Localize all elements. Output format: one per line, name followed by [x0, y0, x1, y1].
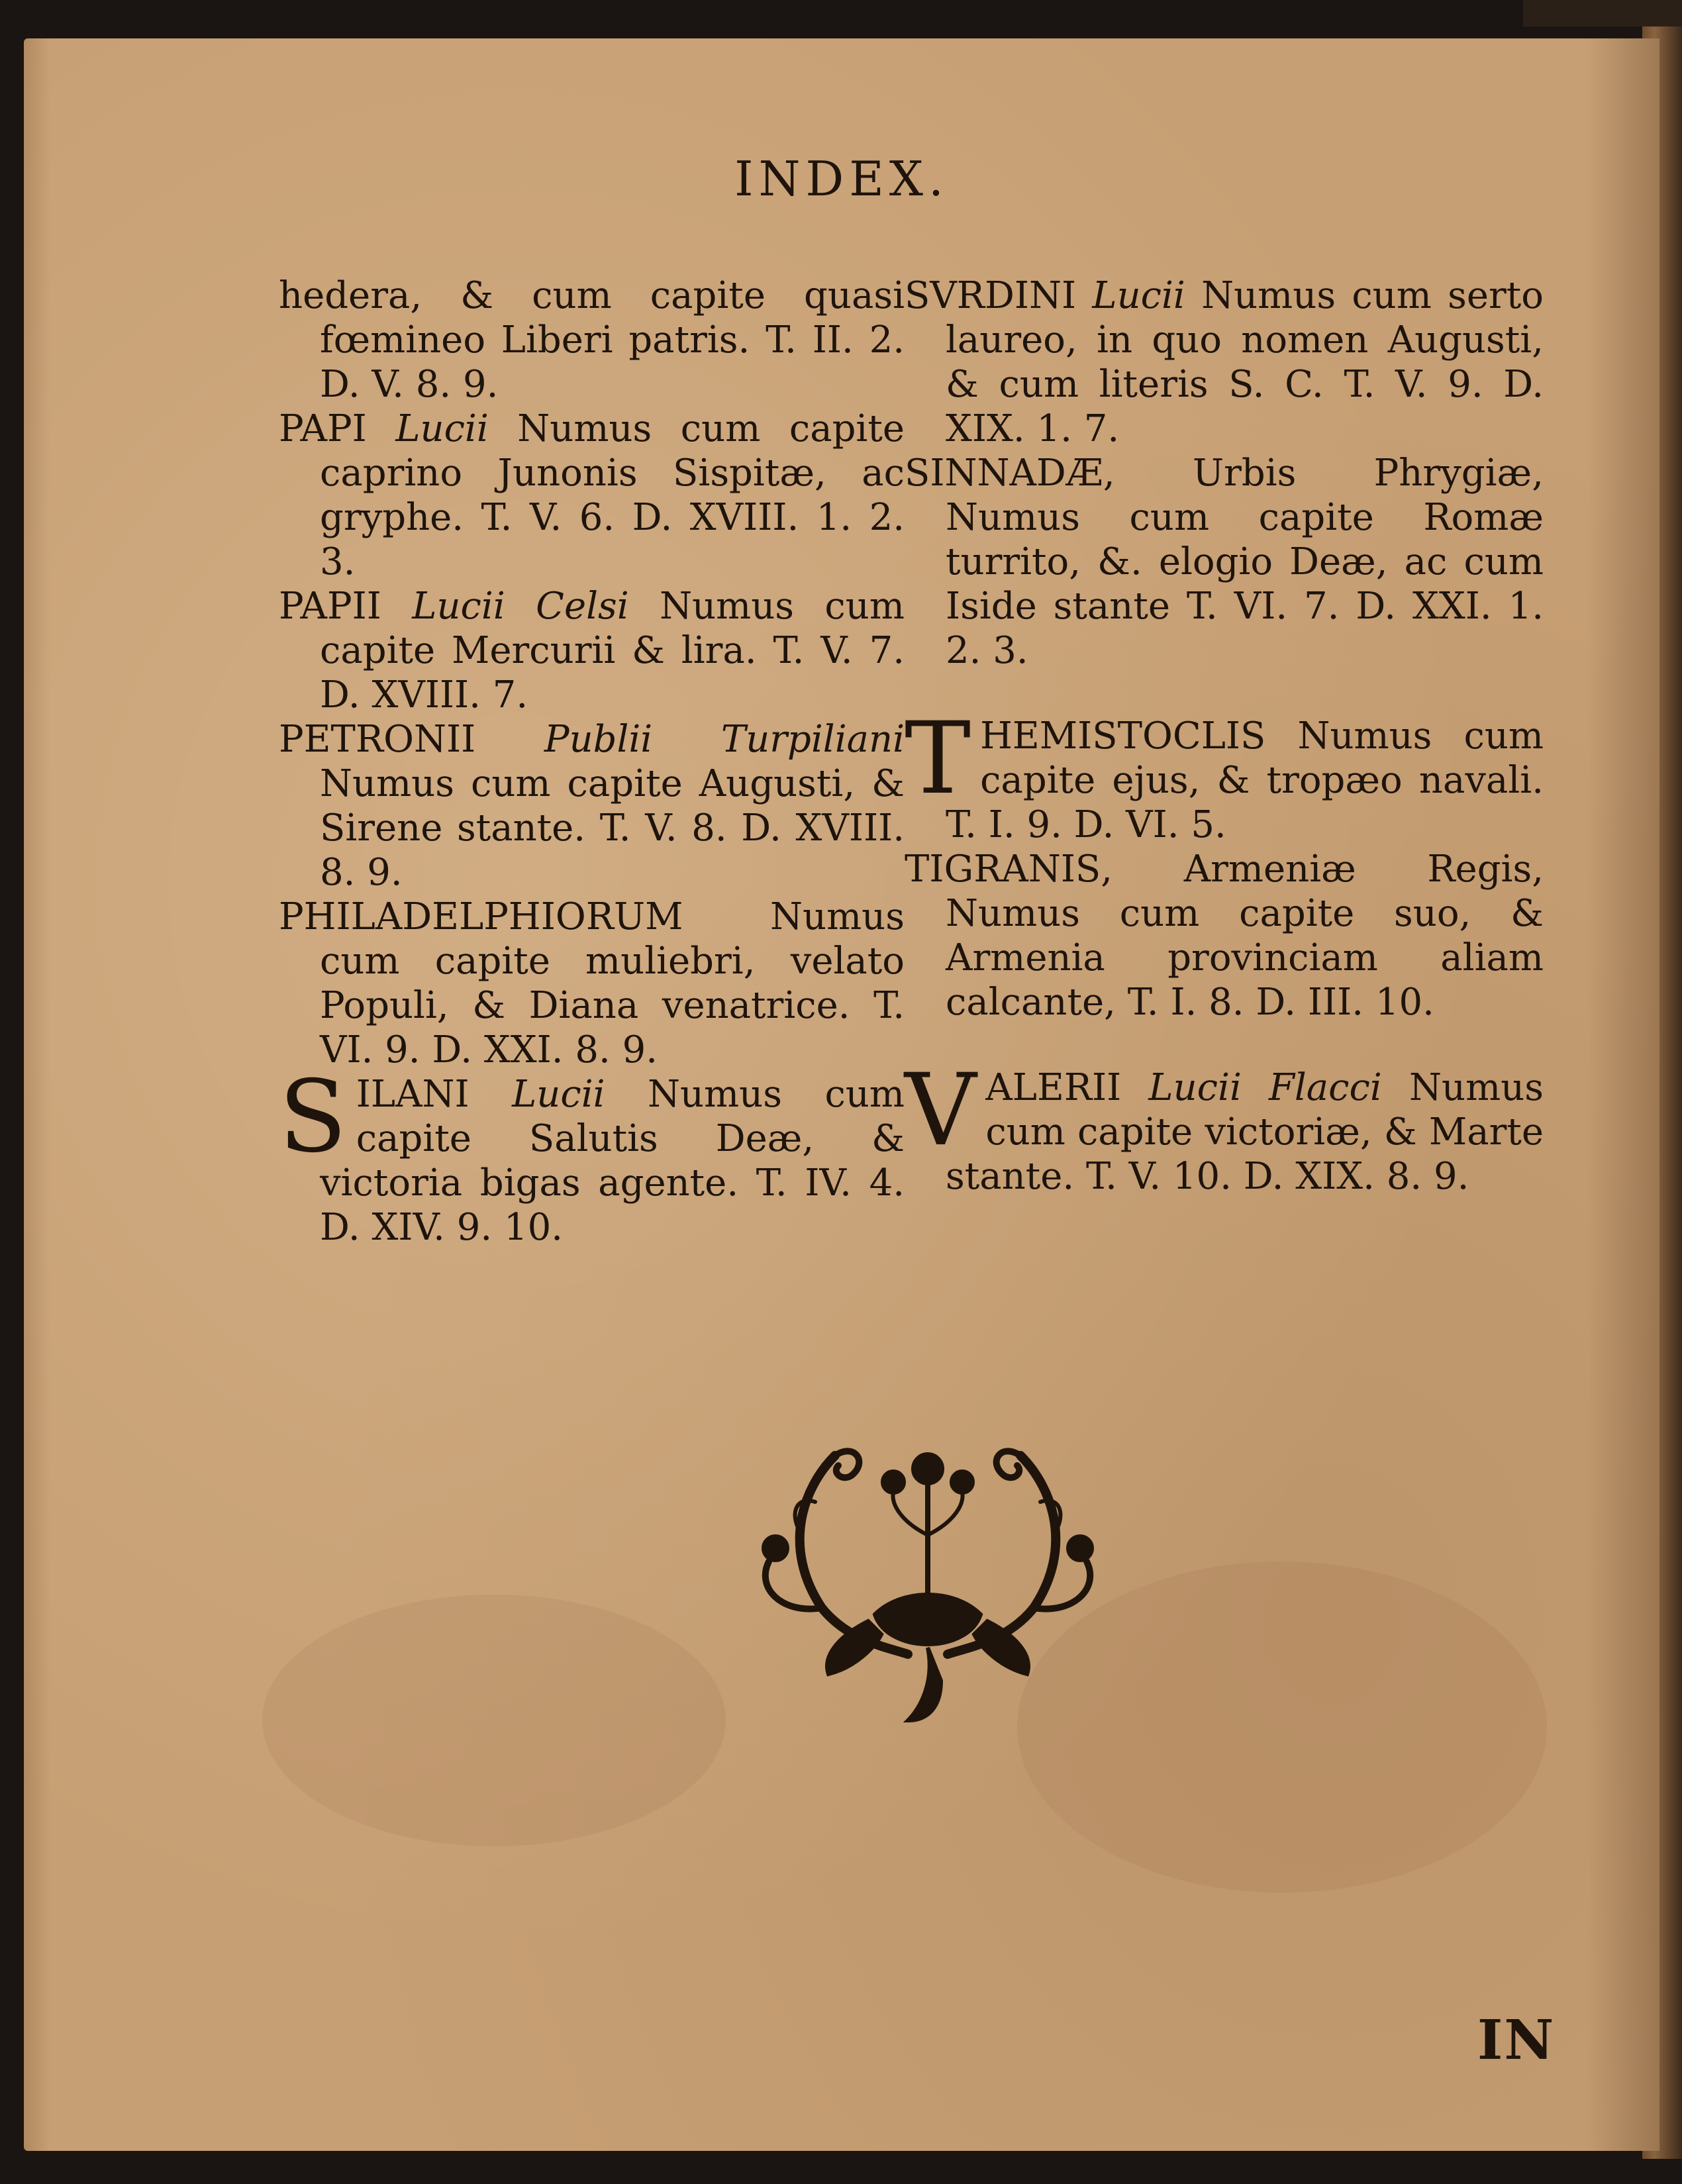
index-entry	[279, 717, 905, 895]
index-entry	[279, 895, 905, 1072]
index-entry	[905, 451, 1544, 673]
entry-head: SVRDINI	[905, 274, 1077, 317]
right-column	[905, 273, 1544, 1199]
paper-stain	[262, 1595, 726, 1846]
index-entry	[905, 701, 1544, 847]
entry-head: PHILADELPHIORUM	[279, 895, 683, 938]
entry-text: Numus cum capite Salutis Deæ, & victoria bigas agente. T. IV. 4. D. XIV. 9. 10.	[320, 1073, 905, 1249]
index-entry	[905, 847, 1544, 1024]
entry-head: PAPII	[279, 585, 381, 628]
section-gap	[905, 1024, 1544, 1066]
index-entry	[905, 273, 1544, 451]
running-head: INDEX.	[734, 151, 949, 207]
entry-text: hedera, & cum capite quasi fœmineo Liberi patris. T. II. 2. D. V. 8. 9.	[279, 274, 905, 406]
book-page	[24, 38, 1659, 2151]
drop-capital: V	[905, 1053, 977, 1168]
catchword: IN	[1477, 2009, 1556, 2072]
entry-praenomen: Lucii Celsi	[412, 585, 629, 628]
entry-praenomen: Lucii	[512, 1073, 605, 1116]
entry-text: Numus cum capite ejus, & tropæo navali. T. I. 9. D. VI. 5.	[946, 715, 1544, 846]
entry-text: Numus cum serto laureo, in quo nomen Augusti, & cum literis S. C. T. V. 9. D. XIX. 1. 7.	[946, 274, 1544, 450]
entry-head: PETRONII	[279, 718, 476, 761]
entry-praenomen: Lucii Flacci	[1148, 1066, 1382, 1109]
entry-text: Numus cum capite caprino Junonis Sispitæ, ac gryphe. T. V. 6. D. XVIII. 1. 2. 3.	[320, 407, 905, 583]
index-entry	[905, 1053, 1544, 1199]
entry-text: , Armeniæ Regis, Numus cum capite suo, & Armenia provinciam aliam calcante, T. I. 8. D. III. 10.	[946, 848, 1544, 1024]
drop-capital: S	[279, 1060, 347, 1175]
binding-strip	[1523, 0, 1682, 26]
entry-text: Numus cum capite Mercurii & lira. T. V. 7. D. XVIII. 7.	[320, 585, 905, 717]
drop-capital: T	[905, 701, 971, 817]
entry-text: Numus cum capite muliebri, velato Populi, & Diana venatrice. T. VI. 9. D. XXI. 8. 9.	[320, 895, 905, 1071]
floral-vignette-icon	[742, 1416, 1113, 1734]
entry-head: ILANI	[356, 1073, 470, 1116]
entry-praenomen: Publii Turpiliani	[544, 718, 905, 761]
entry-text: Numus cum capite Augusti, & Sirene stante. T. V. 8. D. XVIII. 8. 9.	[320, 762, 905, 894]
entry-praenomen: Lucii	[395, 407, 489, 450]
left-column	[279, 273, 905, 1250]
index-entry	[279, 273, 905, 407]
entry-head: HEMISTOCLIS	[980, 715, 1266, 758]
section-gap	[905, 673, 1544, 714]
entry-head: TIGRANIS	[905, 848, 1101, 891]
entry-head: ALERII	[985, 1066, 1122, 1109]
entry-praenomen: Lucii	[1092, 274, 1185, 317]
entry-text: Numus cum capite victoriæ, & Marte stante. T. V. 10. D. XIX. 8. 9.	[946, 1066, 1544, 1198]
entry-head: SINNADÆ	[905, 452, 1103, 495]
entry-text: , Urbis Phrygiæ, Numus cum capite Romæ turrito, &. elogio Deæ, ac cum Iside stante T. VI. 7. D. XXI. 1. 2. 3.	[946, 452, 1544, 672]
index-entry	[279, 407, 905, 584]
index-entry	[279, 584, 905, 717]
entry-head: PAPI	[279, 407, 367, 450]
index-entry	[279, 1060, 905, 1250]
